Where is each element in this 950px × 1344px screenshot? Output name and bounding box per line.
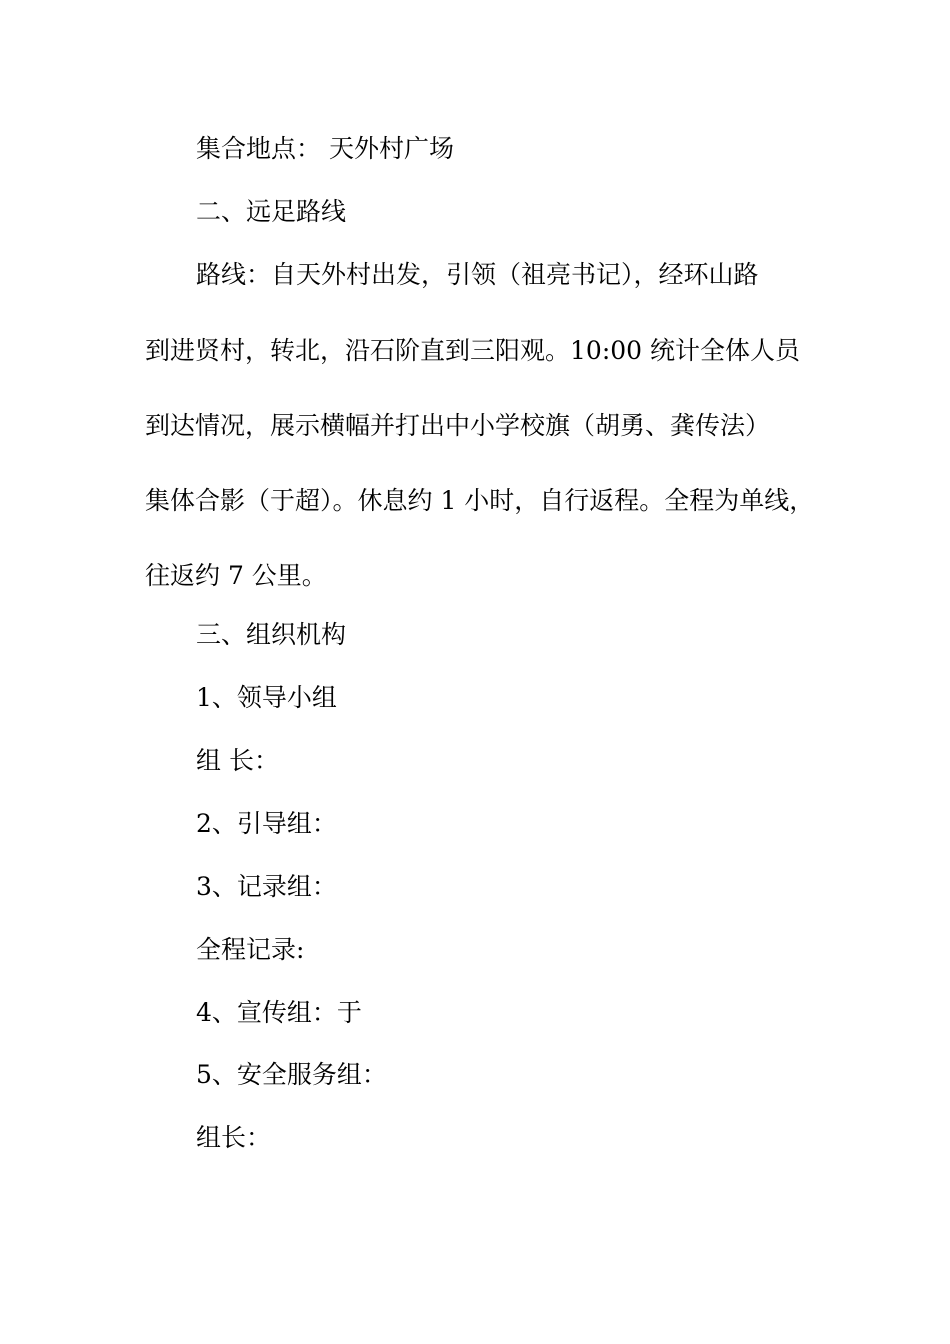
guide-group-heading: 2、引导组： (196, 809, 337, 838)
section-heading-organization: 三、组织机构 (196, 620, 347, 649)
route-paragraph-line-2: 到进贤村，转北，沿石阶直到三阳观。10:00 统计全体人员 (145, 336, 800, 365)
safety-group-leader: 组长： (196, 1123, 272, 1152)
assembly-location-line: 集合地点： 天外村广场 (196, 134, 454, 163)
safety-service-group-heading: 5、安全服务组： (196, 1060, 387, 1089)
route-paragraph-line-1: 路线：自天外村出发，引领（祖亮书记），经环山路 (196, 260, 759, 289)
leadership-group-heading: 1、领导小组 (196, 683, 337, 712)
full-record-line: 全程记录: (196, 935, 305, 964)
route-paragraph-line-3: 到达情况，展示横幅并打出中小学校旗（胡勇、龚传法） (145, 411, 771, 440)
section-heading-route: 二、远足路线 (196, 197, 347, 226)
route-paragraph-line-5: 往返约 7 公里。 (145, 561, 327, 590)
record-group-heading: 3、记录组： (196, 872, 337, 901)
route-paragraph-line-4: 集体合影（于超）。休息约 1 小时，自行返程。全程为单线， (145, 486, 815, 515)
publicity-group-heading: 4、宣传组：于 (196, 998, 362, 1027)
leadership-group-leader: 组 长： (196, 746, 279, 775)
